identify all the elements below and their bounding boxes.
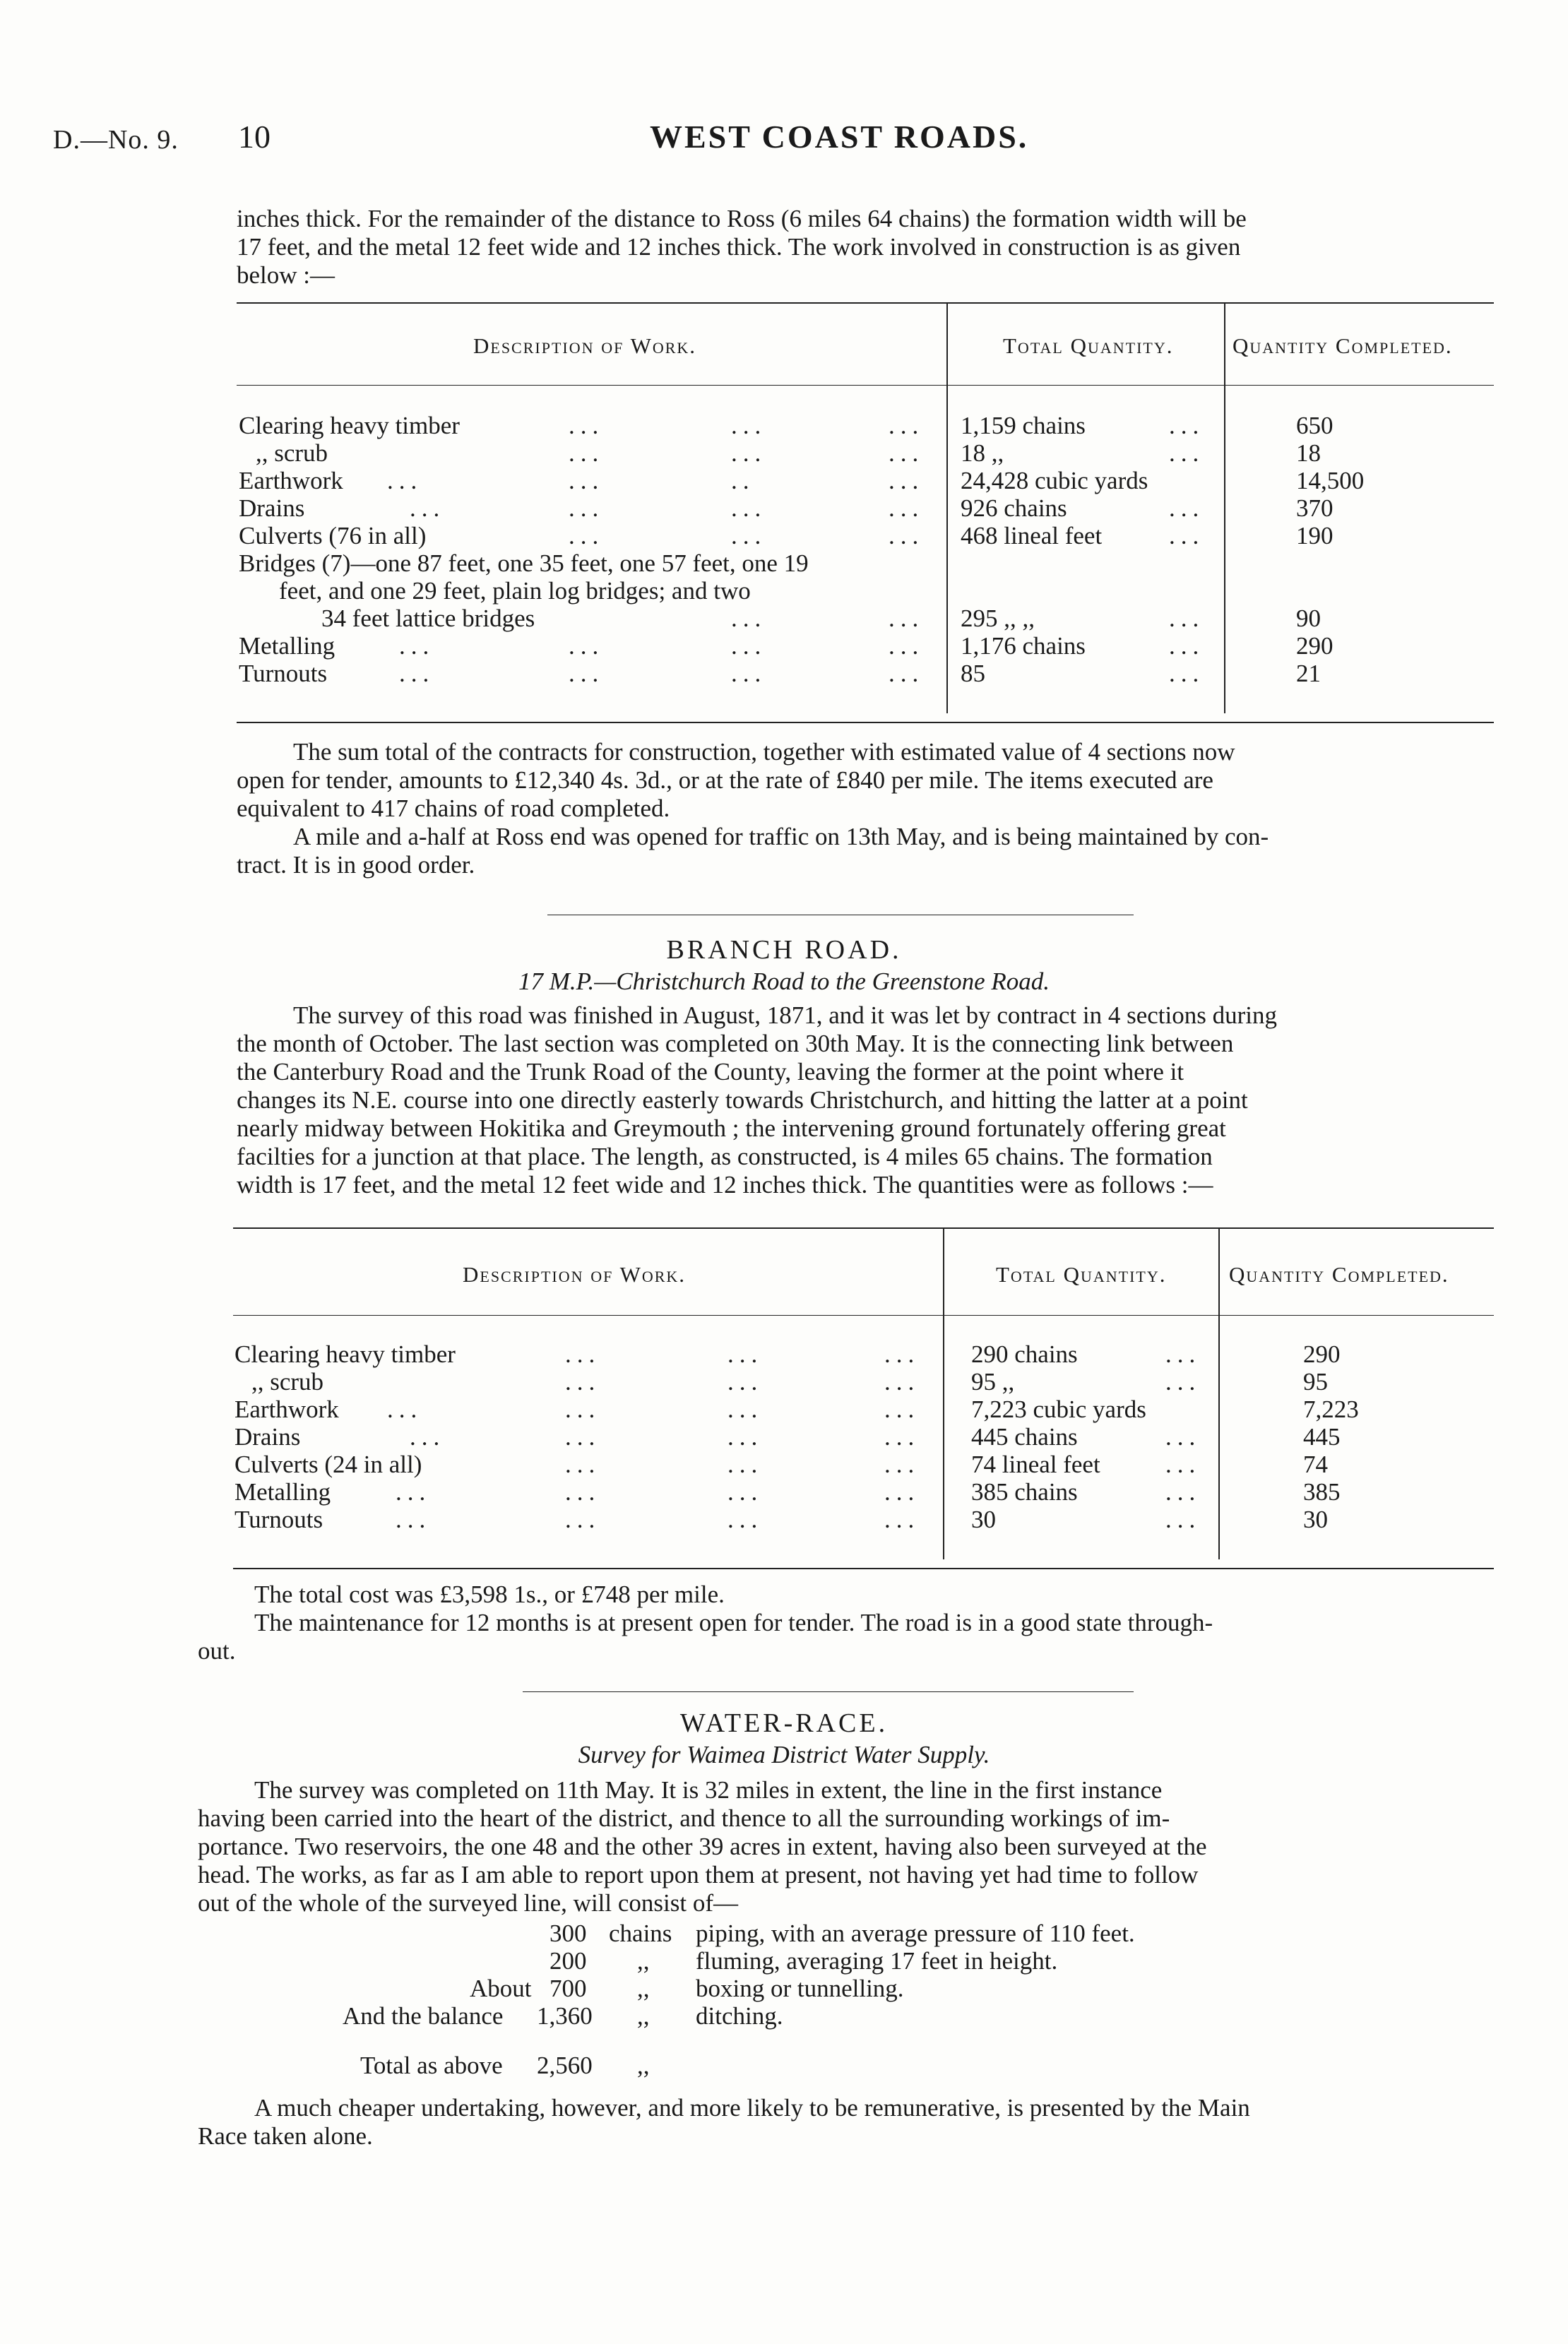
row-description: Earthwork <box>239 467 343 494</box>
leader-dots: ... <box>565 1423 601 1451</box>
row-description: 34 feet lattice bridges <box>321 605 535 632</box>
row-description: Drains <box>239 494 305 522</box>
leader-dots: ... <box>1169 412 1205 439</box>
column-header-description: Description of Work. <box>473 333 697 358</box>
paragraph-line: changes its N.E. course into one directly easterly towards Christchurch, and hitting the latter at a point <box>237 1086 1248 1114</box>
table-column-divider <box>946 304 948 713</box>
list-item-qty: 200 <box>550 1947 587 1975</box>
row-description: Earthwork <box>234 1396 339 1423</box>
leader-dots: ... <box>1165 1506 1201 1533</box>
row-completed: 290 <box>1303 1340 1341 1368</box>
leader-dots: ... <box>884 1368 920 1396</box>
list-item-unit: ,, <box>637 2002 650 2030</box>
row-description: Metalling <box>234 1478 331 1506</box>
leader-dots: ... <box>565 1396 601 1423</box>
contract-sum-paragraph <box>237 738 1494 879</box>
row-description: Clearing heavy timber <box>234 1340 456 1368</box>
row-total: 468 lineal feet <box>961 522 1103 549</box>
row-total: 1,176 chains <box>961 632 1086 660</box>
column-header-total: Total Quantity. <box>1003 333 1174 358</box>
list-item-qty: 700 <box>550 1975 587 2002</box>
list-item-desc: ditching. <box>696 2002 783 2030</box>
row-description: feet, and one 29 feet, plain log bridges; and two <box>279 577 751 605</box>
row-total: 445 chains <box>971 1423 1078 1451</box>
leader-dots: ... <box>569 632 605 660</box>
table-top-rule <box>233 1227 1494 1229</box>
leader-dots: ... <box>565 1478 601 1506</box>
leader-dots: ... <box>410 494 446 522</box>
row-total: 74 lineal feet <box>971 1451 1100 1478</box>
row-completed: 190 <box>1296 522 1334 549</box>
paragraph-line: having been carried into the heart of the district, and thence to all the surrounding workings of im- <box>198 1804 1170 1832</box>
page-number: 10 <box>238 119 271 155</box>
closing-paragraph <box>198 2094 1494 2150</box>
leader-dots: ... <box>731 605 767 632</box>
list-item-unit: chains <box>609 1920 672 1947</box>
leader-dots: ... <box>565 1340 601 1368</box>
list-item-qty: 300 <box>550 1920 587 1947</box>
leader-dots: ... <box>884 1451 920 1478</box>
row-description: Culverts (76 in all) <box>239 522 427 549</box>
paragraph-line: facilties for a junction at that place. The length, as constructed, is 4 miles 65 chains. The formation <box>237 1143 1213 1170</box>
leader-dots: ... <box>1169 632 1205 660</box>
leader-dots: ... <box>1169 660 1205 687</box>
leader-dots: ... <box>727 1340 764 1368</box>
leader-dots: ... <box>387 467 423 494</box>
row-completed: 74 <box>1303 1451 1328 1478</box>
leader-dots: ... <box>565 1506 601 1533</box>
list-item-prefix: About <box>470 1975 532 2002</box>
leader-dots: ... <box>884 1340 920 1368</box>
row-completed: 18 <box>1296 439 1321 467</box>
paragraph-line: The maintenance for 12 months is at present open for tender. The road is in a good state through- <box>254 1609 1213 1636</box>
list-item-qty: 1,360 <box>537 2002 593 2030</box>
leader-dots: ... <box>1169 439 1205 467</box>
row-total: 95 ,, <box>971 1368 1015 1396</box>
leader-dots: ... <box>889 522 925 549</box>
row-total: 926 chains <box>961 494 1067 522</box>
leader-dots: ... <box>884 1506 920 1533</box>
row-description: Drains <box>234 1423 301 1451</box>
leader-dots: ... <box>399 632 435 660</box>
leader-dots: ... <box>889 660 925 687</box>
paragraph-line: The total cost was £3,598 1s., or £748 per mile. <box>254 1581 725 1608</box>
paragraph-line: the month of October. The last section was completed on 30th May. It is the connecting link between <box>237 1030 1234 1057</box>
column-header-completed: Quantity Completed. <box>1233 333 1453 358</box>
leader-dots: ... <box>387 1396 423 1423</box>
row-completed: 21 <box>1296 660 1321 687</box>
leader-dots: ... <box>1165 1423 1201 1451</box>
section-heading-branch-road: BRANCH ROAD. <box>666 935 902 965</box>
leader-dots: ... <box>727 1368 764 1396</box>
leader-dots: ... <box>1169 494 1205 522</box>
paragraph-line: equivalent to 417 chains of road completed. <box>237 795 670 822</box>
leader-dots: ... <box>396 1506 432 1533</box>
leader-dots: ... <box>884 1396 920 1423</box>
list-item-unit: ,, <box>637 1975 650 2002</box>
leader-dots: ... <box>1165 1368 1201 1396</box>
column-header-completed: Quantity Completed. <box>1229 1262 1449 1287</box>
row-description: ,, scrub <box>256 439 328 467</box>
row-description: Bridges (7)—one 87 feet, one 35 feet, one 57 feet, one 19 <box>239 549 809 577</box>
row-completed: 95 <box>1303 1368 1328 1396</box>
row-total: 1,159 chains <box>961 412 1086 439</box>
paragraph-line: The survey was completed on 11th May. It is 32 miles in extent, the line in the first instance <box>254 1776 1163 1804</box>
section-subheading-branch-road: 17 M.P.—Christchurch Road to the Greenstone Road. <box>518 968 1050 995</box>
leader-dots: ... <box>396 1478 432 1506</box>
section-heading-water-race: WATER-RACE. <box>679 1708 889 1738</box>
leader-dots: ... <box>1169 522 1205 549</box>
paragraph-line: Race taken alone. <box>198 2122 373 2150</box>
row-completed: 445 <box>1303 1423 1341 1451</box>
leader-dots: ... <box>889 467 925 494</box>
section-divider <box>523 1691 1134 1692</box>
paragraph-line: open for tender, amounts to £12,340 4s. 3d., or at the rate of £840 per mile. The items executed are <box>237 766 1213 794</box>
total-cost-paragraph <box>198 1581 1494 1665</box>
table-bottom-rule <box>237 722 1494 723</box>
leader-dots: ... <box>569 467 605 494</box>
row-completed: 90 <box>1296 605 1321 632</box>
row-total: 18 ,, <box>961 439 1004 467</box>
leader-dots: ... <box>565 1451 601 1478</box>
leader-dots: ... <box>1169 605 1205 632</box>
paragraph-line: portance. Two reservoirs, the one 48 and the other 39 acres in extent, having also been surveyed at the <box>198 1833 1207 1860</box>
intro-paragraph <box>237 205 1494 290</box>
leader-dots: ... <box>731 439 767 467</box>
leader-dots: ... <box>727 1478 764 1506</box>
row-description: ,, scrub <box>251 1368 324 1396</box>
list-item-desc: piping, with an average pressure of 110 feet. <box>696 1920 1135 1947</box>
leader-dots: ... <box>410 1423 446 1451</box>
row-completed: 14,500 <box>1296 467 1365 494</box>
row-total: 85 <box>961 660 985 687</box>
leader-dots: ... <box>569 439 605 467</box>
list-total-unit: ,, <box>637 2052 650 2079</box>
leader-dots: ... <box>884 1423 920 1451</box>
leader-dots: ... <box>1165 1451 1201 1478</box>
leader-dots: ... <box>569 660 605 687</box>
row-total: 7,223 cubic yards <box>971 1396 1146 1423</box>
paragraph-line: The survey of this road was finished in August, 1871, and it was let by contract in 4 sections during <box>293 1001 1277 1029</box>
leader-dots: ... <box>889 494 925 522</box>
row-total: 385 chains <box>971 1478 1078 1506</box>
leader-dots: ... <box>727 1506 764 1533</box>
leader-dots: ... <box>727 1396 764 1423</box>
intro-line: inches thick. For the remainder of the distance to Ross (6 miles 64 chains) the formation width will be <box>237 205 1247 232</box>
document-reference: D.—No. 9. <box>53 125 179 155</box>
paragraph-line: A much cheaper undertaking, however, and more likely to be remunerative, is presented by the Main <box>254 2094 1250 2122</box>
leader-dots: ... <box>569 494 605 522</box>
row-description: Turnouts <box>234 1506 323 1533</box>
table-column-divider <box>1224 304 1225 713</box>
leader-dots: .. <box>731 467 755 494</box>
row-total: 290 chains <box>971 1340 1078 1368</box>
leader-dots: ... <box>889 439 925 467</box>
leader-dots: ... <box>731 632 767 660</box>
page-title: WEST COAST ROADS. <box>650 119 1029 155</box>
row-total: 24,428 cubic yards <box>961 467 1148 494</box>
column-header-description: Description of Work. <box>463 1262 687 1287</box>
row-description: Metalling <box>239 632 335 660</box>
table-column-divider <box>943 1229 944 1559</box>
intro-line: below :— <box>237 261 335 289</box>
leader-dots: ... <box>565 1368 601 1396</box>
row-completed: 370 <box>1296 494 1334 522</box>
table-header-rule <box>237 385 1494 386</box>
leader-dots: ... <box>731 494 767 522</box>
column-header-total: Total Quantity. <box>996 1262 1167 1287</box>
paragraph-line: The sum total of the contracts for construction, together with estimated value of 4 sections now <box>293 738 1235 766</box>
row-completed: 290 <box>1296 632 1334 660</box>
row-description: Clearing heavy timber <box>239 412 460 439</box>
list-item-desc: boxing or tunnelling. <box>696 1975 904 2002</box>
list-item-desc: fluming, averaging 17 feet in height. <box>696 1947 1058 1975</box>
water-race-paragraph <box>198 1776 1494 1917</box>
table-header-rule <box>233 1315 1494 1316</box>
list-item-unit: ,, <box>637 1947 650 1975</box>
paragraph-line: A mile and a-half at Ross end was opened for traffic on 13th May, and is being maintained by con- <box>293 823 1269 850</box>
row-total: 30 <box>971 1506 996 1533</box>
row-total: 295 ,, ,, <box>961 605 1035 632</box>
list-total-prefix: Total as above <box>360 2052 503 2079</box>
table-bottom-rule <box>233 1568 1494 1569</box>
paragraph-line: width is 17 feet, and the metal 12 feet wide and 12 inches thick. The quantities were as follows :— <box>237 1171 1213 1198</box>
leader-dots: ... <box>727 1451 764 1478</box>
paragraph-line: the Canterbury Road and the Trunk Road of the County, leaving the former at the point where it <box>237 1058 1184 1085</box>
branch-road-paragraph <box>237 1001 1494 1199</box>
leader-dots: ... <box>1165 1478 1201 1506</box>
row-description: Culverts (24 in all) <box>234 1451 422 1478</box>
leader-dots: ... <box>569 522 605 549</box>
leader-dots: ... <box>727 1423 764 1451</box>
row-description: Turnouts <box>239 660 328 687</box>
leader-dots: ... <box>1165 1340 1201 1368</box>
paragraph-line: nearly midway between Hokitika and Greymouth ; the intervening ground fortunately offering great <box>237 1114 1226 1142</box>
intro-line: 17 feet, and the metal 12 feet wide and 12 inches thick. The work involved in construction is as given <box>237 233 1241 261</box>
leader-dots: ... <box>889 632 925 660</box>
leader-dots: ... <box>731 412 767 439</box>
row-completed: 385 <box>1303 1478 1341 1506</box>
leader-dots: ... <box>731 660 767 687</box>
list-item-prefix: And the balance <box>343 2002 504 2030</box>
section-subheading-water-race: Survey for Waimea District Water Supply. <box>578 1741 990 1768</box>
leader-dots: ... <box>884 1478 920 1506</box>
table-top-rule <box>237 302 1494 304</box>
list-total-qty: 2,560 <box>537 2052 593 2079</box>
leader-dots: ... <box>569 412 605 439</box>
paragraph-line: head. The works, as far as I am able to report upon them at present, not having yet had time to follow <box>198 1861 1199 1888</box>
row-completed: 30 <box>1303 1506 1328 1533</box>
leader-dots: ... <box>399 660 435 687</box>
paragraph-line: out. <box>198 1637 236 1665</box>
leader-dots: ... <box>731 522 767 549</box>
leader-dots: ... <box>889 412 925 439</box>
paragraph-line: out of the whole of the surveyed line, will consist of— <box>198 1889 738 1917</box>
table-column-divider <box>1218 1229 1220 1559</box>
leader-dots: ... <box>889 605 925 632</box>
paragraph-line: tract. It is in good order. <box>237 851 475 879</box>
row-completed: 650 <box>1296 412 1334 439</box>
row-completed: 7,223 <box>1303 1396 1359 1423</box>
